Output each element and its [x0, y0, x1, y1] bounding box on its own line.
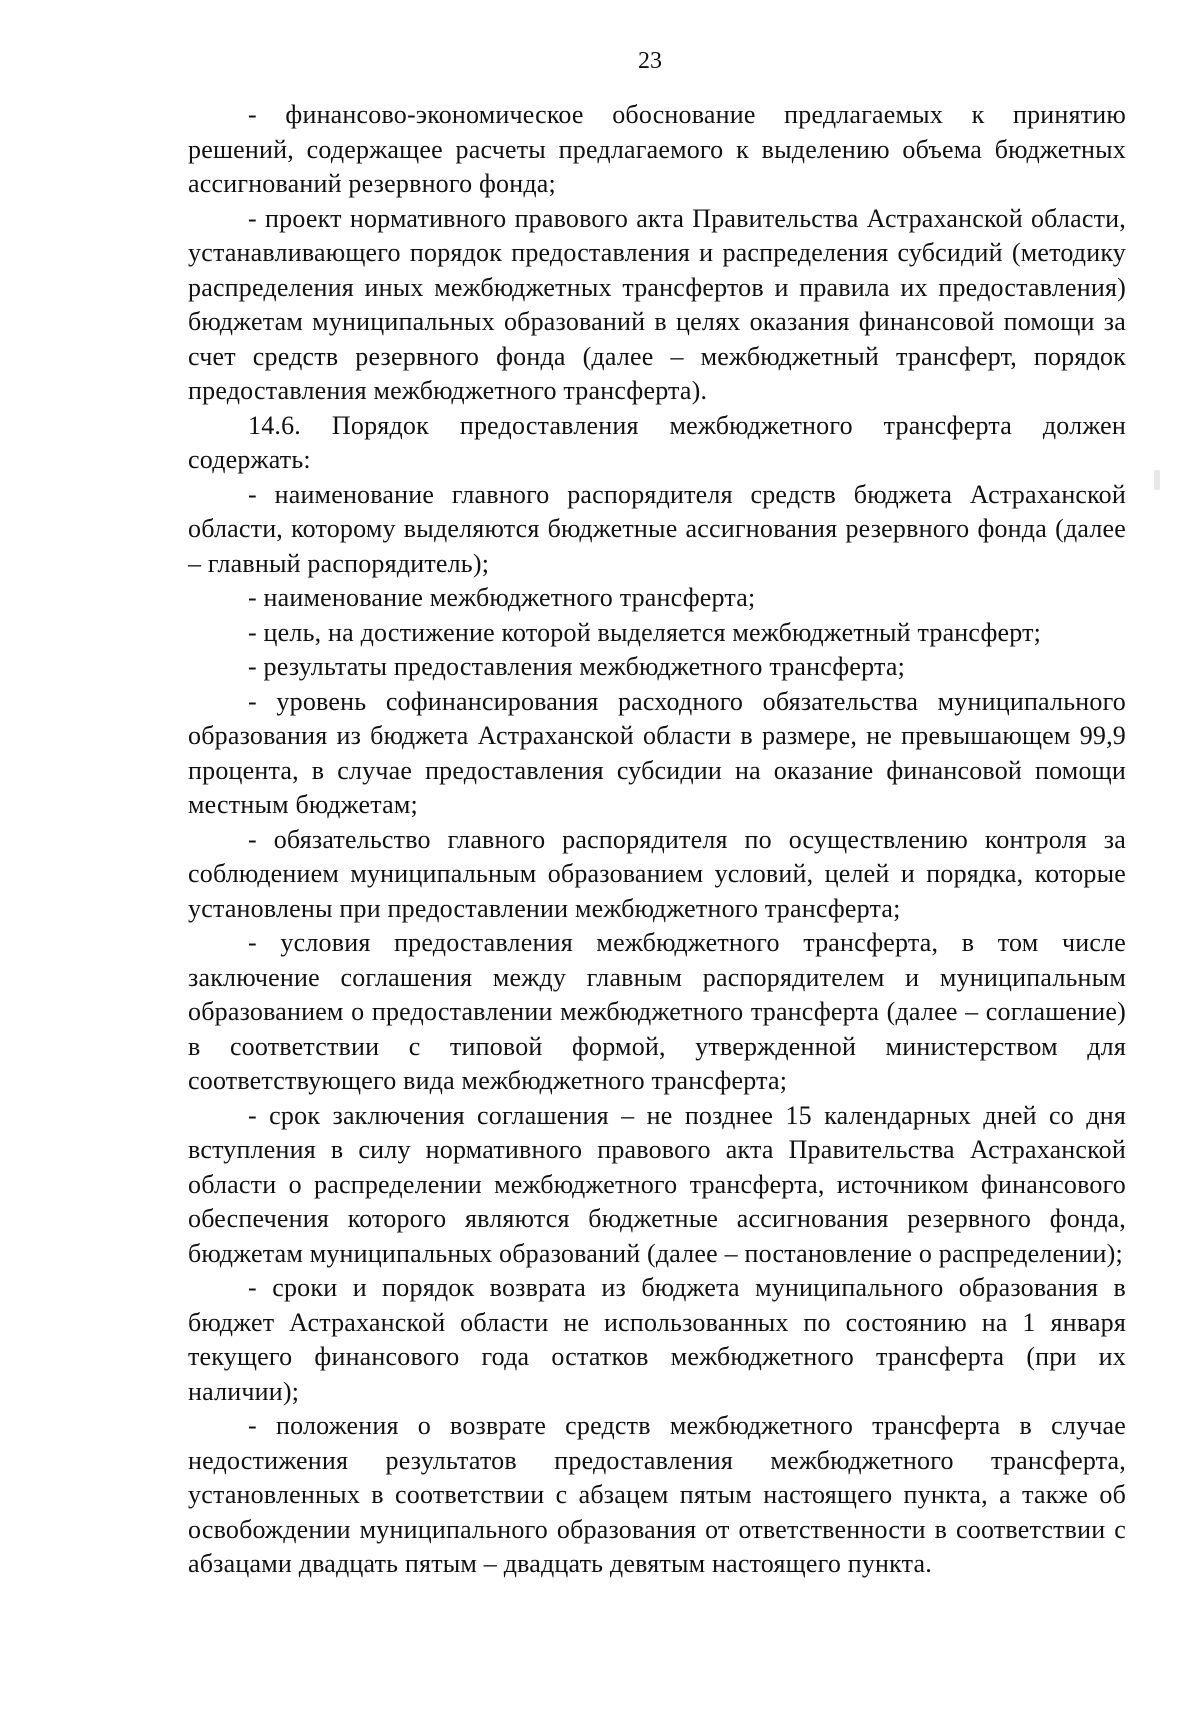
paragraph-cofinancing-level: - уровень софинансирования расходного обязательства муниципального образования из бюджета Астраханской области в размере, не превышающем 99,9 процента, в случае предоставления субсидии на оказание финансовой помощи местным бюджетам;	[188, 686, 1126, 819]
paragraph-control-obligation: - обязательство главного распорядителя по осуществлению контроля за соблюдением муниципальным образованием условий, целей и порядка, которые установлены при предоставлении межбюджетного трансферта;	[188, 824, 1126, 923]
paragraph-financial-justification: - финансово-экономическое обоснование предлагаемых к принятию решений, содержащее расчеты предлагаемого к выделению объема бюджетных ассигнований резервного фонда;	[188, 100, 1126, 198]
document-body	[188, 98, 1126, 1582]
paragraph-transfer-purpose: - цель, на достижение которой выделяется межбюджетный трансферт;	[248, 617, 1042, 647]
paragraph-agreement-deadline: - срок заключения соглашения – не позднее 15 календарных дней со дня вступления в силу нормативного правового акта Правительства Астраханской области о распределении межбюджетного трансферта, источником финансового обеспечения которого являются бюджетные ассигнования резервного фонда, бюджетам муниципальных образований (далее – постановление о распределении);	[188, 1100, 1126, 1268]
paragraph-return-terms: - сроки и порядок возврата из бюджета муниципального образования в бюджет Астраханской области не использованных по состоянию на 1 января текущего финансового года остатков межбюджетного трансферта (при их наличии);	[188, 1273, 1126, 1406]
page-number: 23	[638, 48, 662, 74]
paragraph-transfer-name: - наименование межбюджетного трансферта;	[248, 583, 756, 612]
paragraph-draft-legal-act: - проект нормативного правового акта Правительства Астраханской области, устанавливающего порядок предоставления и распределения субсидий (методику распределения иных межбюджетных трансфертов и правила их предоставления) бюджетам муниципальных образований в целях оказания финансовой помощи за счет средств резервного фонда (далее – межбюджетный трансферт, порядок предоставления межбюджетного трансферта).	[188, 203, 1126, 405]
paragraph-return-provisions: - положения о возврате средств межбюджетного трансферта в случае недостижения результатов предоставления межбюджетного трансферта, установленных в соответствии с абзацем пятым настоящего пункта, а также об освобождении муниципального образования от ответственности в соответствии с абзацами двадцать пятым – двадцать девятым настоящего пункта.	[188, 1411, 1126, 1578]
paragraph-main-administrator: - наименование главного распорядителя средств бюджета Астраханской области, которому выделяются бюджетные ассигнования резервного фонда (далее – главный распорядитель);	[188, 479, 1126, 578]
paragraph-provision-conditions: - условия предоставления межбюджетного трансферта, в том числе заключение соглашения между главным распорядителем и муниципальным образованием о предоставлении межбюджетного трансферта (далее – соглашение) в соответствии с типовой формой, утвержденной министерством для соответствующего вида межбюджетного трансферта;	[188, 928, 1126, 1095]
paragraph-14-6-heading: 14.6. Порядок предоставления межбюджетного трансферта должен содержать:	[188, 410, 1126, 474]
scan-artifact	[1154, 470, 1160, 490]
paragraph-transfer-results: - результаты предоставления межбюджетного трансферта;	[248, 652, 906, 681]
